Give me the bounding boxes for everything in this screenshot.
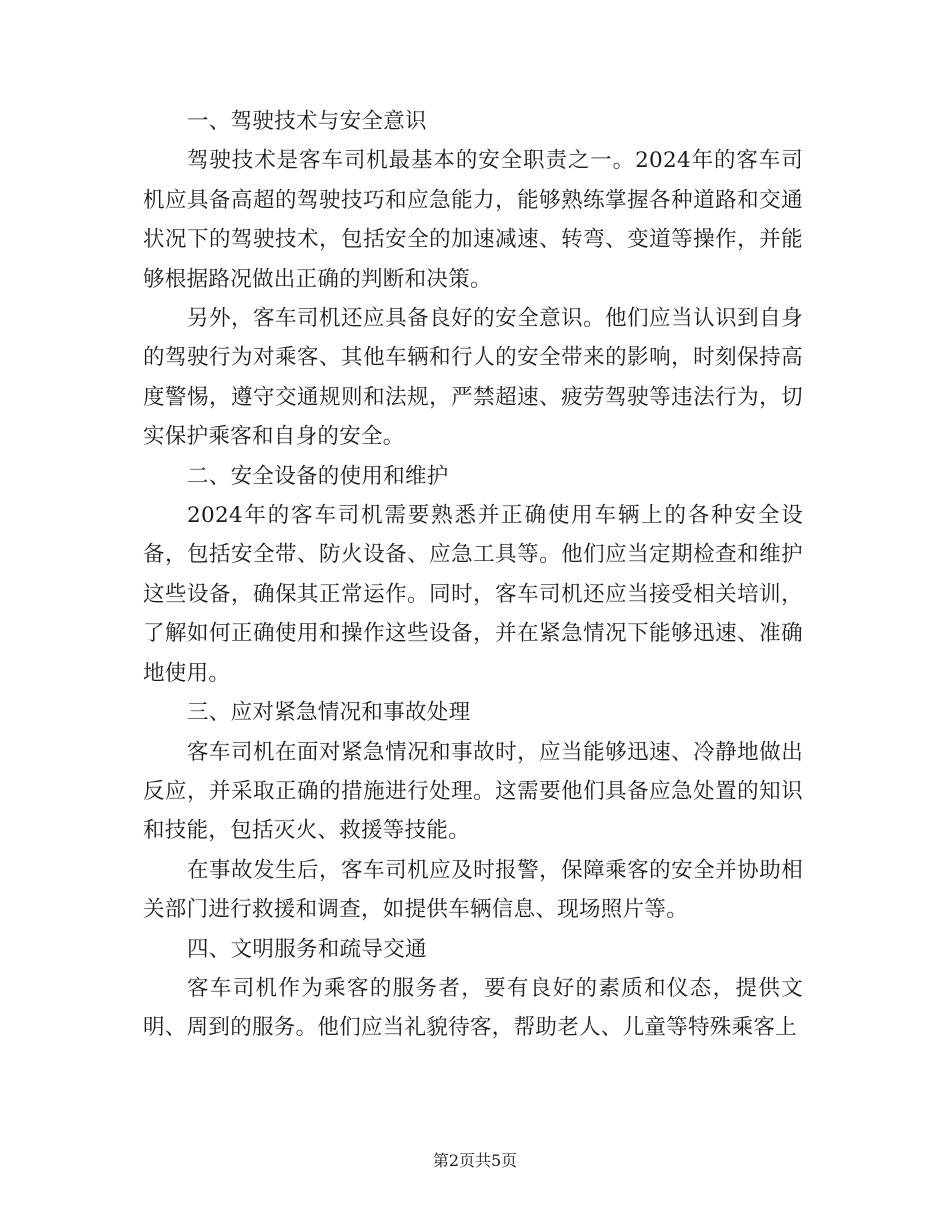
document-body [143, 102, 803, 1048]
paragraph: 另外，客车司机还应具备良好的安全意识。他们应当认识到自身的驾驶行为对乘客、其他车辆和行人的安全带来的影响，时刻保持高度警惕，遵守交通规则和法规，严禁超速、疲劳驾驶等违法行为，切实保护乘客和自身的安全。 [143, 306, 803, 450]
paragraph: 客车司机在面对紧急情况和事故时，应当能够迅速、冷静地做出反应，并采取正确的措施进行处理。这需要他们具备应急处置的知识和技能，包括灭火、救援等技能。 [143, 739, 803, 844]
paragraph: 客车司机作为乘客的服务者，要有良好的素质和仪态，提供文明、周到的服务。他们应当礼貌待客，帮助老人、儿童等特殊乘客上 [143, 975, 803, 1041]
section-heading: 一、驾驶技术与安全意识 [187, 109, 427, 134]
section-heading: 三、应对紧急情况和事故处理 [187, 700, 471, 726]
section-heading: 二、安全设备的使用和维护 [187, 463, 449, 489]
section-heading: 四、文明服务和疏导交通 [187, 936, 427, 962]
page-number: 第2页共5页 [432, 1151, 518, 1170]
paragraph: 驾驶技术是客车司机最基本的安全职责之一。2024年的客车司机应具备高超的驾驶技巧和应急能力，能够熟练掌握各种道路和交通状况下的驾驶技术，包括安全的加速减速、转弯、变道等操作，并能够根据路况做出正确的判断和决策。 [143, 148, 803, 292]
paragraph: 在事故发生后，客车司机应及时报警，保障乘客的安全并协助相关部门进行救援和调查，如提供车辆信息、现场照片等。 [143, 857, 803, 923]
paragraph: 2024年的客车司机需要熟悉并正确使用车辆上的各种安全设备，包括安全带、防火设备、应急工具等。他们应当定期检查和维护这些设备，确保其正常运作。同时，客车司机还应当接受相关培训，了解如何正确使用和操作这些设备，并在紧急情况下能够迅速、准确地使用。 [143, 503, 803, 686]
